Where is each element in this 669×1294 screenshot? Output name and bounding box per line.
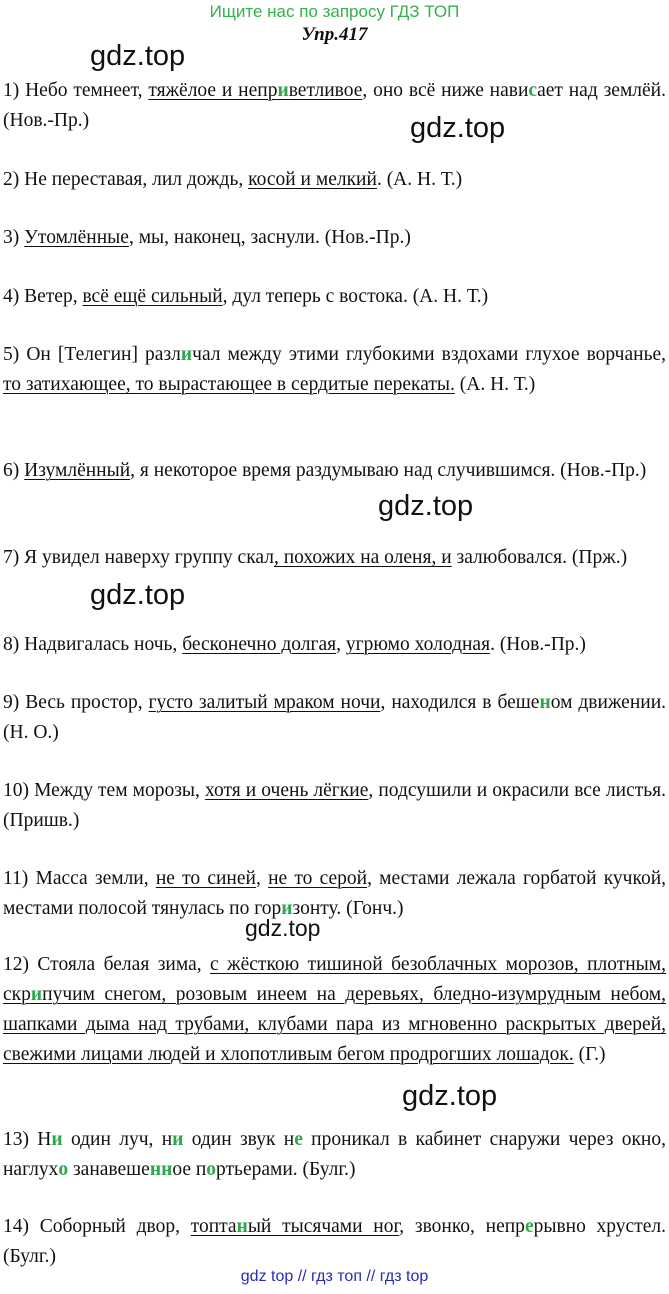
sentence-8: 8) Надвигалась ночь, бесконечно долгая, угрюмо холодная. (Нов.-Пр.) (3, 634, 586, 655)
highlighted-letter: и (180, 344, 193, 365)
underlined-phrase: угрюмо холодная (345, 634, 491, 655)
sentence-5: 5) Он [Телегин] различал между этими глубокими вздохами глухое ворчанье, то затихающее, то вырастающее в сердитые перекаты. (А. Н. Т.) (3, 344, 666, 395)
highlighted-letter: и (30, 984, 43, 1005)
underlined-phrase: косой и мелкий (248, 169, 377, 190)
underlined-phrase: всё ещё сильный (82, 286, 223, 307)
underlined-phrase: не то серой (268, 868, 368, 889)
search-banner: Ищите нас по запросу ГДЗ ТОП (209, 2, 460, 21)
sentence-7: 7) Я увидел наверху группу скал, похожих на оленя, и залюбовался. (Прж.) (3, 547, 628, 568)
sentence-11: 11) Масса земли, не то синей, не то серой, местами лежала горбатой кучкой, местами полосой тянулась по горизонту. (Гонч.) (3, 868, 667, 919)
highlighted-letter: е (524, 1216, 534, 1237)
sentence-10: 10) Между тем морозы, хотя и очень лёгкие, подсушили и окрасили все листья. (Пришв.) (3, 780, 666, 831)
sentence-1: 1) Небо темнеет, тяжёлое и неприветливое, оно всё ниже нависает над землёй. (Нов.-Пр.) (3, 80, 666, 131)
highlighted-letter: и (281, 898, 293, 919)
underlined-phrase: Изумлённый (24, 460, 131, 481)
highlighted-letter: и (277, 80, 289, 101)
watermark: gdz.top (245, 915, 321, 941)
sentence-2: 2) Не переставая, лил дождь, косой и мелкий. (А. Н. Т.) (3, 169, 463, 190)
highlighted-letter: н (539, 692, 551, 713)
sentence-12: 12) Стояла белая зима, с жёсткою тишиной безоблачных морозов, плотным, скрипучим снегом, розовым инеем на деревьях, бледно-изумрудным небом, шапками дыма над трубами, клубами пара из мгновенно раскрытых дверей, свежими лицами людей и хлопотливым бегом продрогших лошадок. (Г.) (3, 954, 666, 1065)
highlighted-letter: с (528, 80, 538, 101)
underlined-phrase: бесконечно долгая (182, 634, 337, 655)
underlined-phrase: то затихающее, то вырастающее в сердитые перекаты. (3, 374, 455, 395)
footer-watermark: gdz top // гдз топ // гдз top (240, 1268, 429, 1285)
underlined-phrase: не то синей (155, 868, 256, 889)
sentence-6: 6) Изумлённый, я некоторое время раздумываю над случившимся. (Нов.-Пр.) (3, 460, 647, 481)
watermark: gdz.top (90, 579, 186, 611)
underlined-phrase: густо залитый мраком ночи (148, 692, 381, 713)
sentence-13: 13) Ни один луч, ни один звук не проникал в кабинет снаружи через окно, наглухо занавешенное портьерами. (Булг.) (3, 1129, 666, 1180)
sentence-14: 14) Соборный двор, топтаный тысячами ног, звонко, непрерывно хрустел. (Булг.) (3, 1216, 666, 1267)
sentence-4: 4) Ветер, всё ещё сильный, дул теперь с востока. (А. Н. Т.) (3, 286, 489, 307)
watermark: gdz.top (378, 490, 474, 522)
underlined-phrase: , похожих на оленя, и (273, 547, 452, 568)
watermark: gdz.top (402, 1080, 498, 1112)
exercise-title: Упр.417 (301, 24, 368, 45)
watermark: gdz.top (90, 40, 186, 72)
sentence-3: 3) Утомлённые, мы, наконец, заснули. (Нов.-Пр.) (3, 227, 411, 248)
underlined-phrase: хотя и очень лёгкие (204, 780, 369, 801)
underlined-phrase: Утомлённые (24, 227, 129, 248)
sentence-9: 9) Весь простор, густо залитый мраком ночи, находился в бешеном движении. (Н. О.) (3, 692, 667, 743)
watermark: gdz.top (410, 112, 506, 144)
highlighted-letter: н (236, 1216, 248, 1237)
